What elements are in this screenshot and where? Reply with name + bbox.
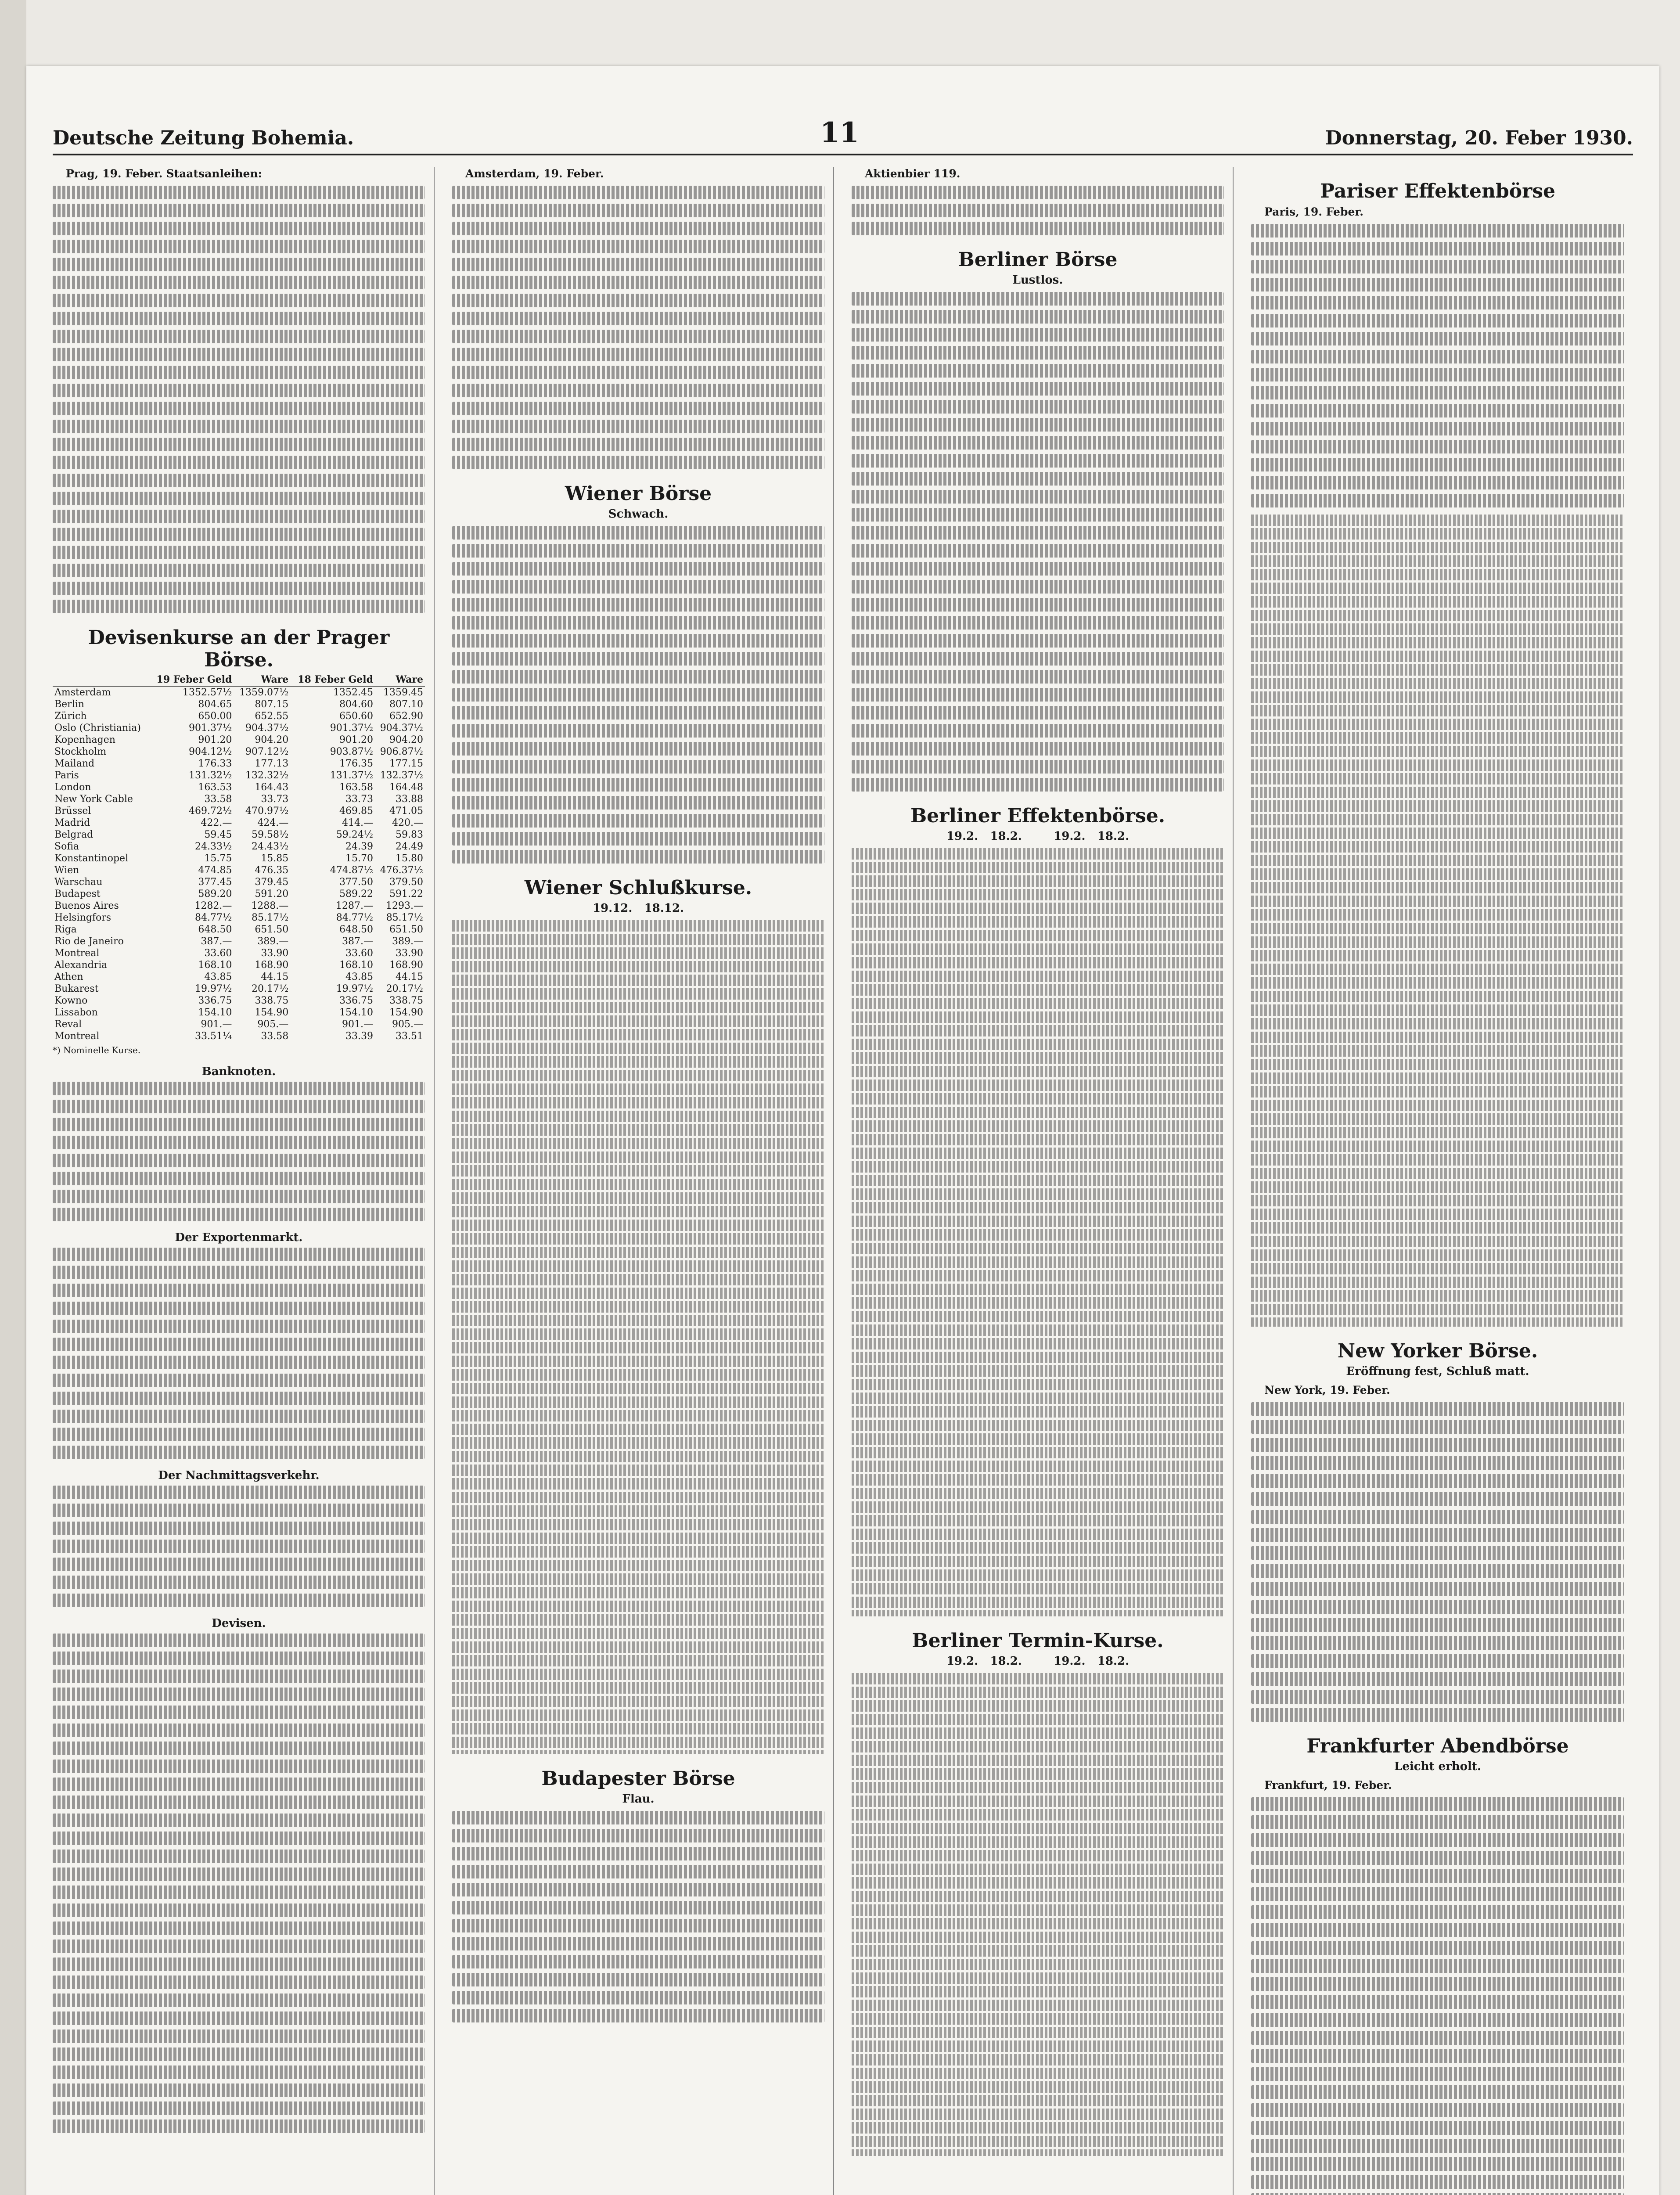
amsterdam-body (452, 186, 824, 469)
termin-table (852, 1673, 1224, 2156)
rate-value: 59.83 (396, 829, 423, 840)
devisen-row (53, 888, 425, 900)
rate-value: 1288.— (251, 900, 289, 911)
rate-value: 59.24½ (336, 829, 374, 840)
currency-name: Bukarest (54, 983, 99, 994)
rate-value: 15.70 (345, 853, 374, 864)
pariser-body (1251, 224, 1624, 507)
page-binding (0, 0, 26, 2195)
devisen-row (53, 758, 425, 770)
rate-value: 33.39 (345, 1031, 374, 1042)
devisen-row (53, 793, 425, 805)
columns (53, 167, 1633, 2195)
schluss-dates: 19.12. 18.12. (592, 902, 684, 915)
rate-value: 33.51¼ (195, 1031, 232, 1042)
page-number: 11 (820, 116, 859, 149)
devisen-row (53, 876, 425, 888)
paper-name: Deutsche Zeitung Bohemia. (53, 127, 354, 149)
amsterdam-lead: Amsterdam, 19. Feber. (465, 167, 604, 180)
currency-name: Athen (54, 972, 83, 982)
banknoten-body (53, 1082, 425, 1221)
rate-value: 469.85 (339, 806, 374, 817)
rate-value: 420.— (392, 817, 423, 828)
issue-date: Donnerstag, 20. Feber 1930. (1325, 127, 1633, 149)
wiener-subheading: Schwach. (608, 507, 669, 521)
rate-value: 906.87½ (380, 746, 423, 757)
currency-name: Wien (54, 865, 79, 876)
rate-value: 168.90 (255, 960, 289, 971)
termin-heading: Berliner Termin-Kurse. (912, 1630, 1164, 1652)
currency-name: Warschau (54, 877, 103, 888)
currency-name: Mailand (54, 758, 95, 769)
nachmittag-body (53, 1486, 425, 1607)
devisen-row (53, 864, 425, 876)
newyork-heading: New Yorker Börse. (1337, 1340, 1538, 1362)
devisen-row (53, 722, 425, 734)
column-3 (852, 167, 1234, 2195)
rate-value: 33.73 (345, 794, 374, 805)
wiener-body (452, 526, 824, 864)
currency-name: Madrid (54, 817, 90, 828)
rate-value: 1293.— (386, 900, 423, 911)
devisen-heading: Devisenkurse an der Prager Börse. (88, 626, 390, 671)
rate-value: 131.37½ (330, 770, 374, 781)
rate-value: 132.37½ (380, 770, 423, 781)
currency-name: Buenos Aires (54, 900, 119, 911)
rate-value: 338.75 (255, 995, 289, 1006)
rate-value: 377.45 (198, 877, 232, 888)
rate-value: 901.20 (198, 734, 232, 745)
rate-value: 176.35 (339, 758, 374, 769)
devisen-row (53, 912, 425, 924)
rate-value: 1359.45 (383, 687, 423, 698)
rate-value: 907.12½ (245, 746, 289, 757)
rate-value: 1287.— (336, 900, 374, 911)
frankfurt-body (1251, 1797, 1624, 2195)
footnote: *) Nominelle Kurse. (53, 1045, 141, 1055)
currency-name: Montreal (54, 1031, 100, 1042)
rate-value: 379.45 (255, 877, 289, 888)
devisen-row (53, 781, 425, 793)
rate-value: 389.— (392, 936, 423, 947)
newyork-lead: New York, 19. Feber. (1264, 1384, 1390, 1396)
currency-name: Paris (54, 770, 79, 781)
currency-name: Oslo (Christiania) (54, 723, 141, 734)
devisen-row (53, 734, 425, 746)
rate-value: 44.15 (396, 972, 423, 982)
rate-value: 154.10 (198, 1007, 232, 1018)
rate-value: 132.32½ (245, 770, 289, 781)
rate-value: 33.73 (261, 794, 289, 805)
rate-value: 648.50 (339, 924, 374, 935)
rate-value: 85.17½ (386, 912, 423, 923)
rate-value: 387.— (342, 936, 374, 947)
devisen-row (53, 1030, 425, 1042)
rate-value: 168.90 (389, 960, 423, 971)
masthead (53, 116, 1633, 155)
rate-value: 1282.— (194, 900, 232, 911)
rate-value: 904.37½ (380, 723, 423, 734)
export-heading: Der Exportenmarkt. (175, 1231, 303, 1244)
devisen-row (53, 841, 425, 853)
rate-value: 650.00 (198, 711, 232, 722)
rate-value: 33.88 (396, 794, 423, 805)
rate-value: 1359.07½ (239, 687, 289, 698)
rate-value: 20.17½ (386, 983, 423, 994)
rate-value: 164.43 (255, 782, 289, 793)
frankfurt-heading: Frankfurter Abendbörse (1306, 1735, 1569, 1757)
rate-value: 33.58 (204, 794, 232, 805)
rate-value: 377.50 (339, 877, 374, 888)
rate-value: 336.75 (198, 995, 232, 1006)
currency-name: Konstantinopel (54, 853, 129, 864)
devisen-row (53, 983, 425, 995)
devisen-row (53, 805, 425, 817)
rate-value: 414.— (342, 817, 374, 828)
devisen-row (53, 1018, 425, 1030)
rate-value: 43.85 (345, 972, 374, 982)
budapest-body (452, 1811, 824, 2022)
currency-name: Budapest (54, 889, 101, 900)
rate-value: 904.20 (389, 734, 423, 745)
pariser-lead: Paris, 19. Feber. (1264, 205, 1363, 218)
rate-value: 33.60 (204, 948, 232, 959)
devisen-row (53, 829, 425, 841)
rate-value: 474.87½ (330, 865, 374, 876)
schluss-table (452, 920, 824, 1754)
article-lead: Prag, 19. Feber. Staatsanleihen: (66, 167, 262, 180)
rate-value: 651.50 (389, 924, 423, 935)
nachmittag-heading: Der Nachmittagsverkehr. (158, 1469, 320, 1482)
devisen-row (53, 971, 425, 983)
frankfurt-lead: Frankfurt, 19. Feber. (1264, 1779, 1392, 1792)
currency-name: Lissabon (54, 1007, 98, 1018)
rate-value: 33.90 (396, 948, 423, 959)
rate-value: 589.22 (339, 889, 374, 900)
berliner-body (852, 292, 1224, 792)
rate-value: 476.37½ (380, 865, 423, 876)
rate-value: 901.— (342, 1019, 374, 1030)
rate-value: 59.58½ (251, 829, 289, 840)
rate-value: 154.10 (339, 1007, 374, 1018)
devisen-row (53, 698, 425, 710)
rate-value: 591.20 (255, 889, 289, 900)
devisen-row (53, 817, 425, 829)
rate-value: 15.75 (204, 853, 232, 864)
devisen-row (53, 1007, 425, 1018)
currency-name: Riga (54, 924, 77, 935)
devisen-header-row: 19 Feber Geld Ware 18 Feber Geld Ware (53, 674, 425, 686)
currency-name: Berlin (54, 699, 84, 710)
rate-value: 19.97½ (195, 983, 232, 994)
rate-value: 424.— (257, 817, 289, 828)
rate-value: 379.50 (389, 877, 423, 888)
rate-value: 33.51 (396, 1031, 423, 1042)
aktienbier-body (852, 186, 1224, 235)
rate-value: 24.43½ (251, 841, 289, 852)
column-2 (452, 167, 834, 2195)
rate-value: 589.20 (198, 889, 232, 900)
rate-value: 33.60 (345, 948, 374, 959)
rate-value: 804.65 (198, 699, 232, 710)
rate-value: 474.85 (198, 865, 232, 876)
devisen-row (53, 710, 425, 722)
rate-value: 154.90 (255, 1007, 289, 1018)
rate-value: 591.22 (389, 889, 423, 900)
rate-value: 168.10 (198, 960, 232, 971)
rate-value: 131.32½ (189, 770, 232, 781)
rate-value: 84.77½ (336, 912, 374, 923)
rate-value: 24.49 (396, 841, 423, 852)
rate-value: 470.97½ (245, 806, 289, 817)
devisen-row (53, 770, 425, 781)
rate-value: 905.— (392, 1019, 423, 1030)
rate-value: 15.80 (396, 853, 423, 864)
currency-name: London (54, 782, 91, 793)
devisen-row (53, 746, 425, 758)
rate-value: 176.33 (198, 758, 232, 769)
rate-value: 177.15 (389, 758, 423, 769)
berliner-subheading: Lustlos. (1012, 273, 1063, 287)
schluss-heading: Wiener Schlußkurse. (524, 877, 752, 899)
devisen-row (53, 995, 425, 1007)
frankfurt-subheading: Leicht erholt. (1394, 1760, 1481, 1773)
rate-value: 471.05 (389, 806, 423, 817)
rate-value: 33.58 (261, 1031, 289, 1042)
rate-value: 652.55 (255, 711, 289, 722)
rate-value: 59.45 (204, 829, 232, 840)
newyork-body (1251, 1402, 1624, 1722)
termin-dates: 19.2. 18.2. 19.2. 18.2. (946, 1655, 1130, 1668)
currency-name: Brüssel (54, 806, 91, 817)
rate-value: 387.— (201, 936, 232, 947)
effekten-dates: 19.2. 18.2. 19.2. 18.2. (946, 830, 1130, 843)
rate-value: 901.— (201, 1019, 232, 1030)
rate-value: 163.53 (198, 782, 232, 793)
rate-value: 389.— (257, 936, 289, 947)
currency-name: New York Cable (54, 794, 133, 805)
currency-name: Reval (54, 1019, 82, 1030)
devisen-row (53, 924, 425, 936)
currency-name: Kowno (54, 995, 88, 1006)
rate-value: 85.17½ (251, 912, 289, 923)
article-body (53, 186, 425, 613)
devisen-row (53, 900, 425, 912)
rate-value: 33.90 (261, 948, 289, 959)
currency-name: Stockholm (54, 746, 107, 757)
rate-value: 24.33½ (195, 841, 232, 852)
currency-name: Kopenhagen (54, 734, 115, 745)
currency-name: Amsterdam (54, 687, 111, 698)
rate-value: 904.20 (255, 734, 289, 745)
rate-value: 652.90 (389, 711, 423, 722)
currency-name: Belgrad (54, 829, 94, 840)
budapest-subheading: Flau. (622, 1792, 655, 1806)
rate-value: 807.15 (255, 699, 289, 710)
rate-value: 168.10 (339, 960, 374, 971)
berliner-heading: Berliner Börse (958, 248, 1118, 271)
devisen-row (53, 853, 425, 864)
rate-value: 19.97½ (336, 983, 374, 994)
rate-value: 422.— (201, 817, 232, 828)
budapest-heading: Budapester Börse (541, 1767, 735, 1790)
rate-value: 904.37½ (245, 723, 289, 734)
currency-name: Rio de Janeiro (54, 936, 124, 947)
rate-value: 804.60 (339, 699, 374, 710)
rate-value: 901.20 (339, 734, 374, 745)
currency-name: Sofia (54, 841, 79, 852)
newspaper-page (26, 66, 1659, 2195)
rate-value: 177.13 (255, 758, 289, 769)
rate-value: 905.— (257, 1019, 289, 1030)
rate-value: 651.50 (255, 924, 289, 935)
rate-value: 901.37½ (189, 723, 232, 734)
pariser-kurse (1251, 515, 1624, 1327)
rate-value: 650.60 (339, 711, 374, 722)
rate-value: 648.50 (198, 924, 232, 935)
devisen-row (53, 947, 425, 959)
rate-value: 163.58 (339, 782, 374, 793)
rate-value: 336.75 (339, 995, 374, 1006)
effekten-table (852, 848, 1224, 1616)
currency-name: Zürich (54, 711, 87, 722)
rate-value: 901.37½ (330, 723, 374, 734)
rate-value: 1352.57½ (183, 687, 232, 698)
wiener-heading: Wiener Börse (565, 482, 712, 505)
effekten-heading: Berliner Effektenbörse. (910, 805, 1166, 827)
banknoten-heading: Banknoten. (201, 1065, 276, 1078)
rate-value: 338.75 (389, 995, 423, 1006)
export-body (53, 1248, 425, 1459)
rate-value: 154.90 (389, 1007, 423, 1018)
devisen-row (53, 686, 425, 698)
rate-value: 20.17½ (251, 983, 289, 994)
rate-value: 1352.45 (333, 687, 374, 698)
rate-value: 15.85 (261, 853, 289, 864)
devisen2-body (53, 1634, 425, 2133)
rate-value: 43.85 (204, 972, 232, 982)
rate-value: 24.39 (345, 841, 374, 852)
currency-name: Montreal (54, 948, 100, 959)
aktienbier-lead: Aktienbier 119. (865, 167, 961, 180)
pariser-heading: Pariser Effektenbörse (1320, 180, 1556, 202)
rate-value: 807.10 (389, 699, 423, 710)
newyork-subheading: Eröffnung fest, Schluß matt. (1346, 1365, 1529, 1378)
rate-value: 903.87½ (330, 746, 374, 757)
rate-value: 44.15 (261, 972, 289, 982)
rate-value: 476.35 (255, 865, 289, 876)
rate-value: 904.12½ (189, 746, 232, 757)
rate-value: 164.48 (389, 782, 423, 793)
devisen2-heading: Devisen. (212, 1617, 266, 1630)
currency-name: Alexandria (54, 960, 108, 971)
rate-value: 469.72½ (189, 806, 232, 817)
devisen-table (53, 674, 425, 1042)
rate-value: 84.77½ (195, 912, 232, 923)
column-4 (1251, 167, 1633, 2195)
devisen-row (53, 959, 425, 971)
currency-name: Helsingfors (54, 912, 112, 923)
devisen-row (53, 936, 425, 947)
column-1 (53, 167, 435, 2195)
